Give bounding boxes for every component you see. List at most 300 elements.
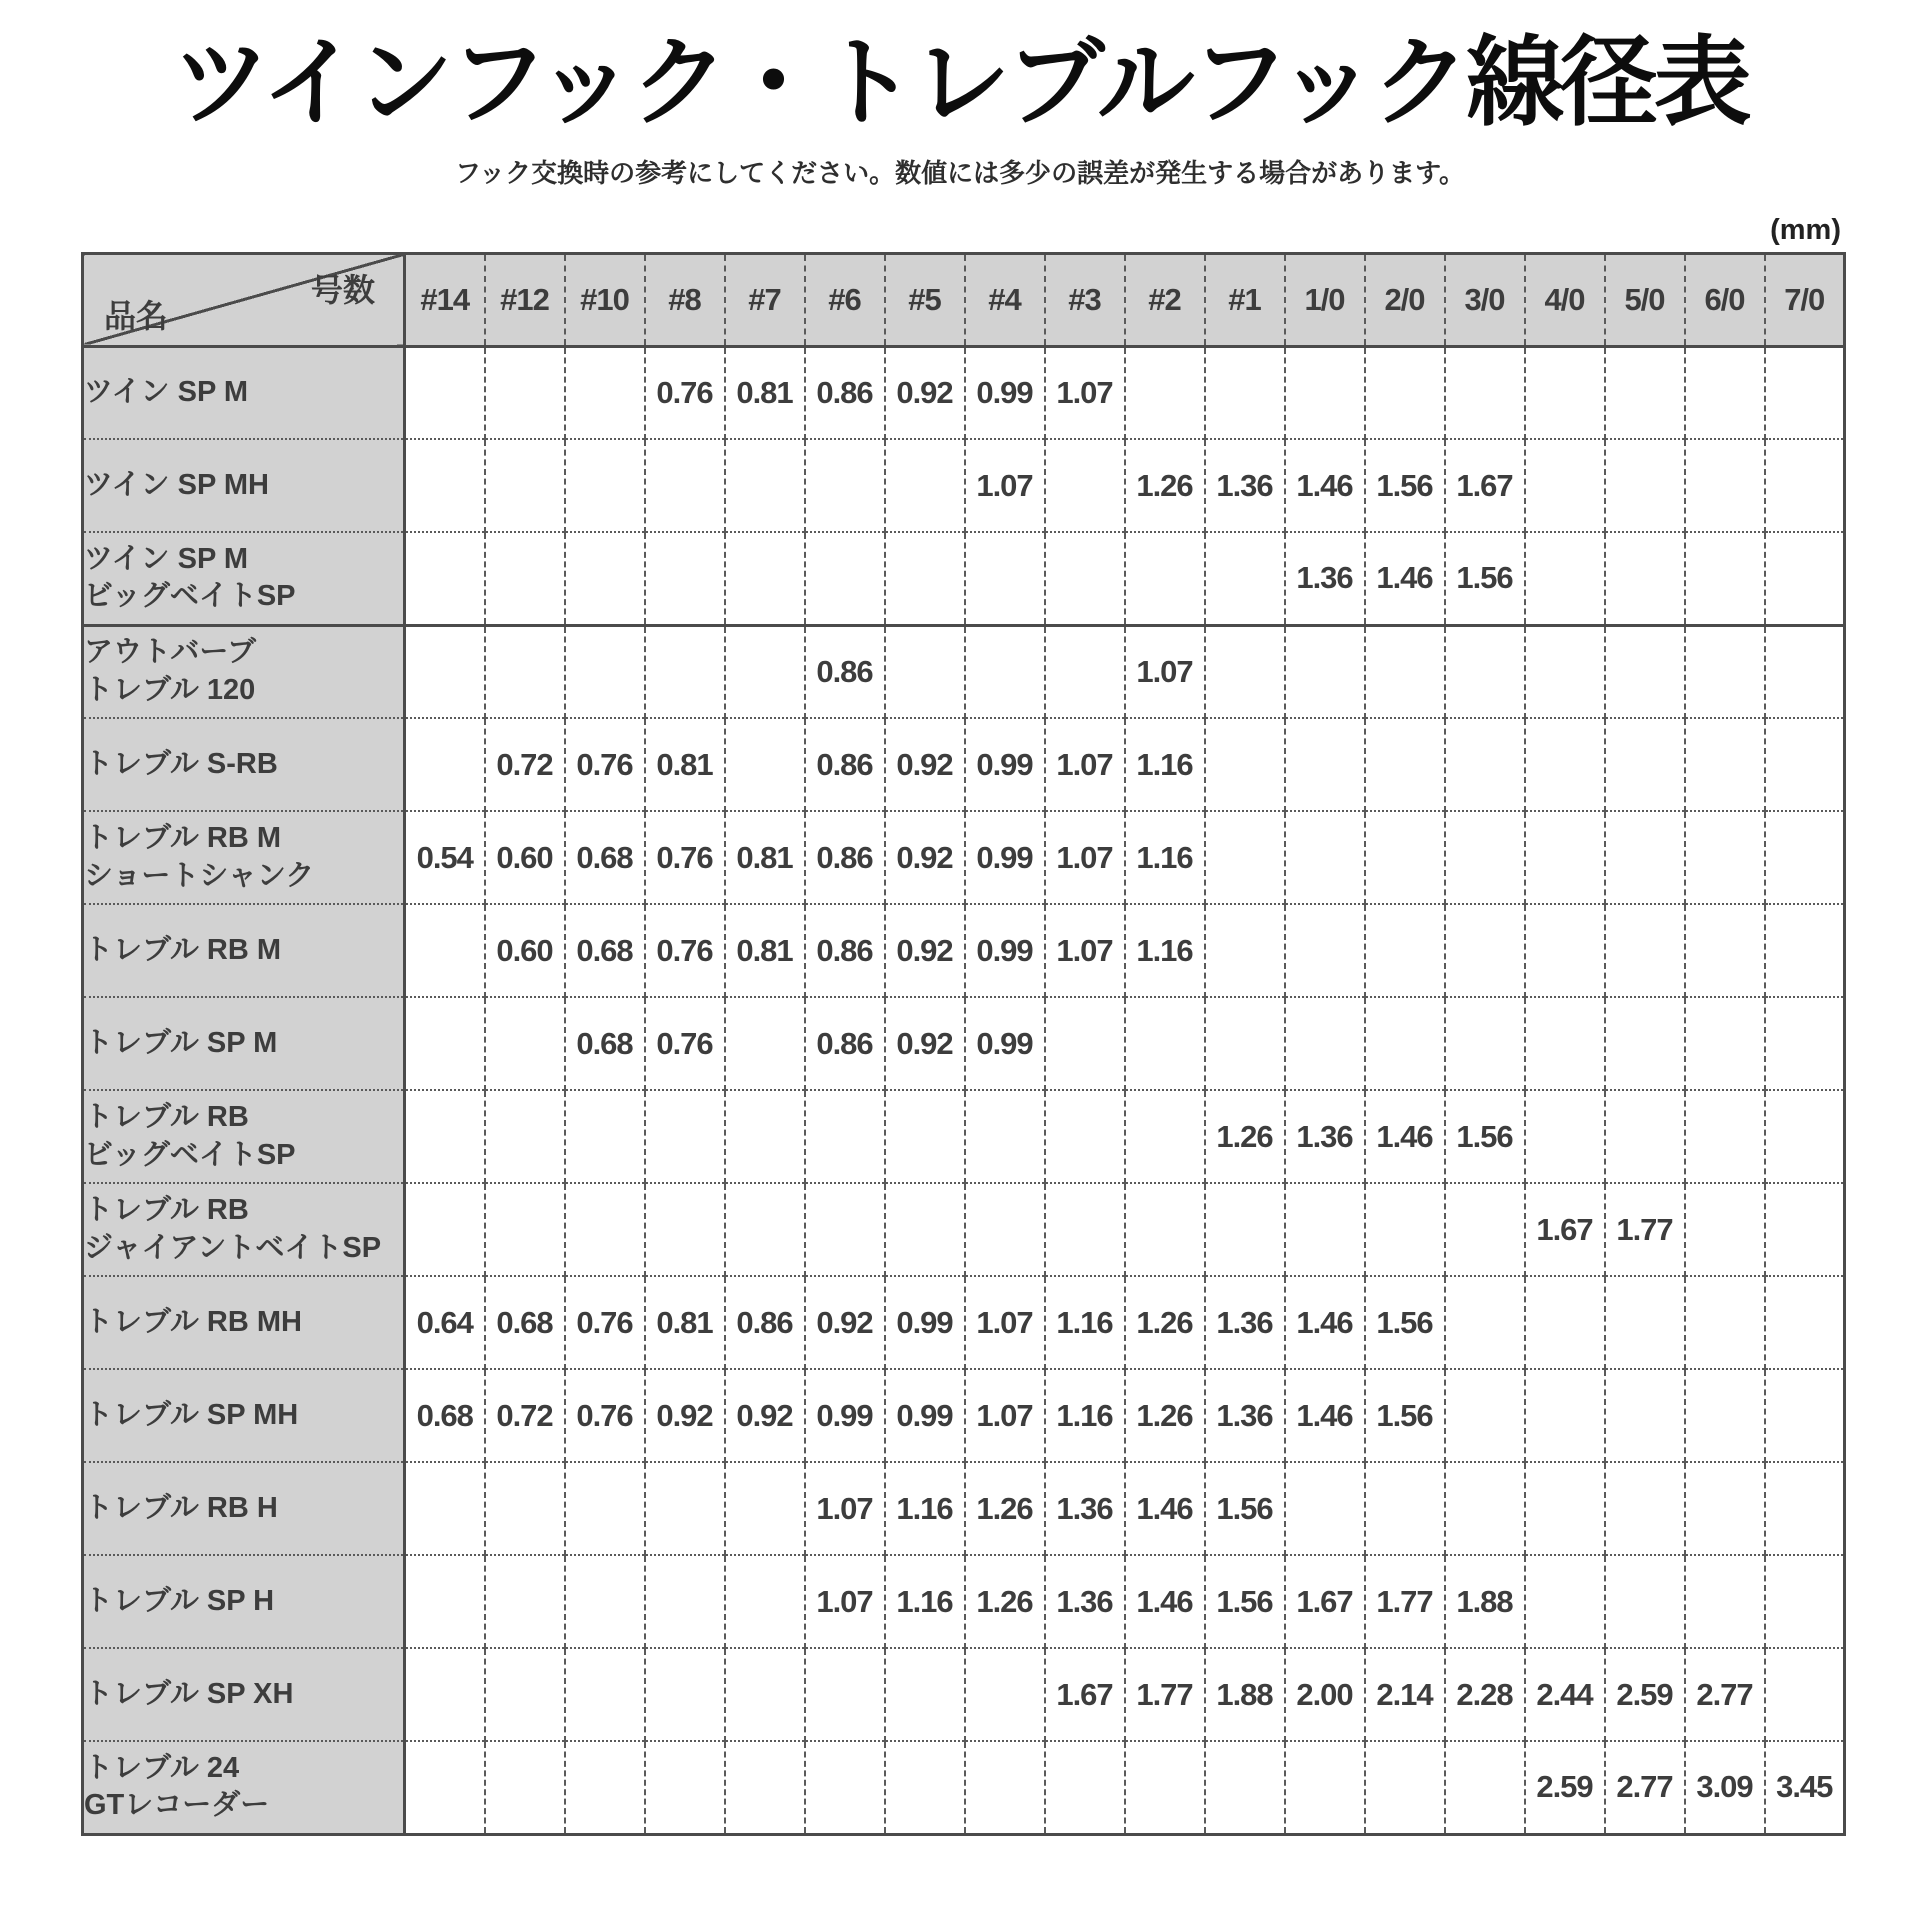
value-cell <box>725 1741 805 1834</box>
value-cell: 0.54 <box>405 811 485 904</box>
value-cell: 1.36 <box>1285 532 1365 625</box>
value-cell <box>405 1462 485 1555</box>
value-cell <box>725 1648 805 1741</box>
value-cell <box>645 439 725 532</box>
value-cell: 1.07 <box>1045 811 1125 904</box>
value-cell <box>1205 1741 1285 1834</box>
value-cell: 2.28 <box>1445 1648 1525 1741</box>
product-name-cell: ツイン SP M ビッグベイトSP <box>83 532 405 625</box>
corner-product-label: 品名 <box>104 297 169 334</box>
value-cell: 0.92 <box>805 1276 885 1369</box>
value-cell: 2.59 <box>1605 1648 1685 1741</box>
value-cell: 0.99 <box>965 904 1045 997</box>
value-cell: 1.56 <box>1365 1276 1445 1369</box>
table-row <box>83 1276 1845 1369</box>
value-cell <box>485 1555 565 1648</box>
value-cell <box>1285 346 1365 439</box>
value-cell <box>1605 811 1685 904</box>
value-cell <box>1125 997 1205 1090</box>
value-cell <box>565 532 645 625</box>
value-cell <box>1445 997 1525 1090</box>
value-cell: 1.07 <box>1045 718 1125 811</box>
value-cell: 1.36 <box>1285 1090 1365 1183</box>
value-cell <box>1685 1555 1765 1648</box>
value-cell: 0.86 <box>725 1276 805 1369</box>
value-cell: 0.99 <box>885 1369 965 1462</box>
value-cell: 0.99 <box>965 997 1045 1090</box>
value-cell: 1.67 <box>1285 1555 1365 1648</box>
value-cell <box>1765 532 1845 625</box>
product-name-cell: ツイン SP M <box>83 346 405 439</box>
table-row <box>83 1648 1845 1741</box>
product-name-cell: トレブル S-RB <box>83 718 405 811</box>
value-cell <box>1525 997 1605 1090</box>
value-cell <box>1605 997 1685 1090</box>
value-cell <box>965 625 1045 718</box>
product-name-cell: トレブル RB M ショートシャンク <box>83 811 405 904</box>
value-cell: 0.72 <box>485 1369 565 1462</box>
table-row <box>83 904 1845 997</box>
header-row <box>83 253 1845 346</box>
value-cell <box>1605 1276 1685 1369</box>
value-cell <box>1205 997 1285 1090</box>
value-cell <box>885 1090 965 1183</box>
col-header-#14: #14 <box>405 253 485 346</box>
value-cell <box>1605 1555 1685 1648</box>
value-cell <box>805 1090 885 1183</box>
value-cell <box>1685 1090 1765 1183</box>
value-cell: 1.26 <box>965 1555 1045 1648</box>
value-cell: 1.16 <box>1125 811 1205 904</box>
value-cell <box>1285 1741 1365 1834</box>
value-cell <box>1285 1183 1365 1276</box>
col-header-4/0: 4/0 <box>1525 253 1605 346</box>
value-cell: 1.07 <box>965 1276 1045 1369</box>
value-cell: 1.36 <box>1205 439 1285 532</box>
table-row <box>83 1369 1845 1462</box>
value-cell <box>725 997 805 1090</box>
value-cell <box>1365 1462 1445 1555</box>
value-cell: 0.68 <box>405 1369 485 1462</box>
value-cell: 1.46 <box>1285 1369 1365 1462</box>
col-header-#12: #12 <box>485 253 565 346</box>
value-cell <box>805 439 885 532</box>
value-cell: 1.16 <box>1045 1276 1125 1369</box>
value-cell <box>1365 997 1445 1090</box>
col-header-#7: #7 <box>725 253 805 346</box>
value-cell <box>1445 346 1525 439</box>
value-cell: 1.36 <box>1045 1555 1125 1648</box>
product-name-cell: トレブル RB M <box>83 904 405 997</box>
value-cell <box>885 439 965 532</box>
value-cell: 0.99 <box>805 1369 885 1462</box>
table-row <box>83 718 1845 811</box>
value-cell: 1.26 <box>1125 1276 1205 1369</box>
value-cell <box>805 1183 885 1276</box>
value-cell <box>1765 1090 1845 1183</box>
value-cell <box>1365 718 1445 811</box>
value-cell: 0.76 <box>645 811 725 904</box>
col-header-#4: #4 <box>965 253 1045 346</box>
value-cell <box>1605 346 1685 439</box>
value-cell <box>725 1090 805 1183</box>
value-cell: 0.92 <box>885 904 965 997</box>
value-cell <box>485 1090 565 1183</box>
value-cell <box>965 1741 1045 1834</box>
value-cell <box>565 1183 645 1276</box>
value-cell: 0.76 <box>565 1369 645 1462</box>
value-cell: 2.44 <box>1525 1648 1605 1741</box>
table-row <box>83 1183 1845 1276</box>
value-cell: 0.86 <box>805 811 885 904</box>
col-header-#3: #3 <box>1045 253 1125 346</box>
table-row <box>83 1090 1845 1183</box>
value-cell: 1.77 <box>1365 1555 1445 1648</box>
product-name-cell: トレブル SP XH <box>83 1648 405 1741</box>
value-cell <box>405 1090 485 1183</box>
value-cell <box>1685 904 1765 997</box>
col-header-3/0: 3/0 <box>1445 253 1525 346</box>
value-cell: 1.26 <box>1125 1369 1205 1462</box>
value-cell <box>1205 346 1285 439</box>
value-cell <box>1525 1555 1605 1648</box>
value-cell <box>885 1183 965 1276</box>
value-cell: 1.16 <box>1125 718 1205 811</box>
value-cell: 1.36 <box>1045 1462 1125 1555</box>
value-cell <box>965 1090 1045 1183</box>
value-cell <box>1205 718 1285 811</box>
table-row <box>83 811 1845 904</box>
value-cell <box>1045 1183 1125 1276</box>
value-cell <box>405 997 485 1090</box>
value-cell <box>405 718 485 811</box>
value-cell <box>1525 1276 1605 1369</box>
value-cell <box>405 1741 485 1834</box>
value-cell: 1.07 <box>805 1462 885 1555</box>
value-cell <box>645 1183 725 1276</box>
value-cell <box>1525 904 1605 997</box>
value-cell: 2.59 <box>1525 1741 1605 1834</box>
value-cell: 1.36 <box>1205 1276 1285 1369</box>
value-cell: 0.86 <box>805 718 885 811</box>
table-row <box>83 346 1845 439</box>
value-cell <box>1685 811 1765 904</box>
value-cell <box>485 346 565 439</box>
value-cell <box>1765 811 1845 904</box>
value-cell <box>1685 1462 1765 1555</box>
table-row <box>83 532 1845 625</box>
value-cell <box>1525 532 1605 625</box>
value-cell: 1.88 <box>1205 1648 1285 1741</box>
value-cell <box>1605 904 1685 997</box>
value-cell: 0.68 <box>485 1276 565 1369</box>
value-cell <box>1765 718 1845 811</box>
value-cell <box>1765 1648 1845 1741</box>
value-cell <box>1605 1462 1685 1555</box>
value-cell: 0.76 <box>565 1276 645 1369</box>
value-cell <box>725 1183 805 1276</box>
value-cell <box>1285 1462 1365 1555</box>
value-cell <box>565 625 645 718</box>
product-name-cell: トレブル RB ジャイアントベイトSP <box>83 1183 405 1276</box>
value-cell <box>1205 625 1285 718</box>
value-cell <box>1285 904 1365 997</box>
value-cell <box>725 1555 805 1648</box>
value-cell <box>1445 1462 1525 1555</box>
page-title: ツインフック・トレブルフック線径表 <box>172 27 1748 137</box>
value-cell <box>565 439 645 532</box>
value-cell <box>1285 997 1365 1090</box>
value-cell: 2.77 <box>1685 1648 1765 1741</box>
value-cell: 0.81 <box>645 1276 725 1369</box>
value-cell <box>1605 532 1685 625</box>
value-cell: 1.07 <box>965 439 1045 532</box>
value-cell <box>1765 904 1845 997</box>
value-cell: 3.45 <box>1765 1741 1845 1834</box>
value-cell: 2.00 <box>1285 1648 1365 1741</box>
value-cell <box>1045 1090 1125 1183</box>
value-cell: 0.86 <box>805 997 885 1090</box>
value-cell <box>485 1183 565 1276</box>
corner-cell <box>83 253 405 346</box>
table-row <box>83 1741 1845 1834</box>
wire-diameter-table <box>81 252 1846 1836</box>
value-cell <box>1445 811 1525 904</box>
value-cell: 0.60 <box>485 904 565 997</box>
value-cell <box>1605 1090 1685 1183</box>
value-cell: 1.07 <box>1125 625 1205 718</box>
value-cell <box>405 625 485 718</box>
unit-label: (mm) <box>1770 213 1841 246</box>
corner-size-label: 号数 <box>310 271 375 308</box>
value-cell <box>885 625 965 718</box>
value-cell: 0.81 <box>725 904 805 997</box>
value-cell: 2.14 <box>1365 1648 1445 1741</box>
value-cell: 1.07 <box>1045 904 1125 997</box>
value-cell <box>1765 997 1845 1090</box>
value-cell: 1.07 <box>1045 346 1125 439</box>
value-cell <box>1685 1369 1765 1462</box>
value-cell <box>1605 625 1685 718</box>
value-cell <box>1685 997 1765 1090</box>
value-cell: 1.56 <box>1365 439 1445 532</box>
product-name-cell: トレブル SP MH <box>83 1369 405 1462</box>
value-cell: 3.09 <box>1685 1741 1765 1834</box>
value-cell: 0.68 <box>565 904 645 997</box>
value-cell <box>1205 532 1285 625</box>
value-cell <box>565 346 645 439</box>
value-cell <box>485 439 565 532</box>
value-cell <box>565 1741 645 1834</box>
value-cell <box>1605 439 1685 532</box>
value-cell <box>1365 1741 1445 1834</box>
value-cell: 0.81 <box>645 718 725 811</box>
col-header-#5: #5 <box>885 253 965 346</box>
product-name-cell: トレブル RB MH <box>83 1276 405 1369</box>
value-cell <box>1525 718 1605 811</box>
value-cell <box>1765 439 1845 532</box>
value-cell <box>565 1648 645 1741</box>
col-header-7/0: 7/0 <box>1765 253 1845 346</box>
table-row <box>83 1555 1845 1648</box>
value-cell <box>1525 439 1605 532</box>
value-cell: 1.07 <box>965 1369 1045 1462</box>
value-cell <box>725 532 805 625</box>
value-cell: 1.46 <box>1125 1555 1205 1648</box>
product-name-cell: トレブル SP H <box>83 1555 405 1648</box>
value-cell <box>965 1183 1045 1276</box>
value-cell <box>1525 1462 1605 1555</box>
value-cell: 1.46 <box>1365 532 1445 625</box>
value-cell: 0.86 <box>805 625 885 718</box>
value-cell: 0.76 <box>645 997 725 1090</box>
value-cell: 1.46 <box>1365 1090 1445 1183</box>
value-cell <box>1525 1090 1605 1183</box>
value-cell: 1.46 <box>1285 1276 1365 1369</box>
value-cell <box>645 1741 725 1834</box>
value-cell <box>405 532 485 625</box>
value-cell <box>1045 532 1125 625</box>
value-cell: 0.68 <box>565 811 645 904</box>
value-cell: 0.92 <box>645 1369 725 1462</box>
value-cell <box>645 1555 725 1648</box>
value-cell <box>645 625 725 718</box>
value-cell <box>1445 1369 1525 1462</box>
value-cell <box>405 346 485 439</box>
value-cell: 1.56 <box>1445 1090 1525 1183</box>
value-cell <box>1125 1090 1205 1183</box>
product-name-cell: アウトバーブ トレブル 120 <box>83 625 405 718</box>
value-cell <box>1445 1276 1525 1369</box>
value-cell <box>965 532 1045 625</box>
value-cell <box>1205 904 1285 997</box>
value-cell: 0.68 <box>565 997 645 1090</box>
value-cell: 1.36 <box>1205 1369 1285 1462</box>
col-header-#10: #10 <box>565 253 645 346</box>
col-header-5/0: 5/0 <box>1605 253 1685 346</box>
value-cell <box>1045 997 1125 1090</box>
value-cell <box>1365 811 1445 904</box>
product-name-cell: トレブル RB H <box>83 1462 405 1555</box>
value-cell <box>485 1648 565 1741</box>
value-cell: 1.56 <box>1365 1369 1445 1462</box>
value-cell: 0.86 <box>805 904 885 997</box>
value-cell <box>1525 625 1605 718</box>
value-cell <box>1685 1276 1765 1369</box>
value-cell: 0.72 <box>485 718 565 811</box>
value-cell <box>725 1462 805 1555</box>
value-cell: 1.07 <box>805 1555 885 1648</box>
value-cell <box>1685 532 1765 625</box>
value-cell <box>1445 718 1525 811</box>
value-cell: 1.46 <box>1285 439 1365 532</box>
value-cell <box>1285 811 1365 904</box>
value-cell: 1.88 <box>1445 1555 1525 1648</box>
value-cell <box>1285 625 1365 718</box>
value-cell <box>645 1462 725 1555</box>
value-cell: 1.77 <box>1605 1183 1685 1276</box>
value-cell <box>805 532 885 625</box>
value-cell <box>1125 346 1205 439</box>
value-cell <box>1765 625 1845 718</box>
page-subtitle: フック交換時の参考にしてください。数値には多少の誤差が発生する場合があります。 <box>454 157 1466 188</box>
value-cell: 0.99 <box>965 718 1045 811</box>
value-cell: 1.16 <box>885 1462 965 1555</box>
table-row <box>83 997 1845 1090</box>
value-cell <box>965 1648 1045 1741</box>
value-cell <box>645 1648 725 1741</box>
value-cell <box>1685 718 1765 811</box>
value-cell: 1.16 <box>1045 1369 1125 1462</box>
value-cell <box>565 1462 645 1555</box>
value-cell: 1.26 <box>1205 1090 1285 1183</box>
value-cell <box>1685 439 1765 532</box>
value-cell <box>1045 625 1125 718</box>
value-cell: 1.16 <box>885 1555 965 1648</box>
value-cell <box>485 1462 565 1555</box>
value-cell: 0.76 <box>645 346 725 439</box>
value-cell: 0.76 <box>565 718 645 811</box>
value-cell <box>1045 439 1125 532</box>
value-cell: 1.67 <box>1445 439 1525 532</box>
col-header-1/0: 1/0 <box>1285 253 1365 346</box>
value-cell: 0.92 <box>885 718 965 811</box>
value-cell <box>885 532 965 625</box>
value-cell: 0.60 <box>485 811 565 904</box>
value-cell: 0.92 <box>885 811 965 904</box>
value-cell <box>1525 346 1605 439</box>
col-header-#8: #8 <box>645 253 725 346</box>
value-cell <box>1125 1741 1205 1834</box>
value-cell <box>1765 1555 1845 1648</box>
value-cell <box>405 1555 485 1648</box>
value-cell: 0.86 <box>805 346 885 439</box>
value-cell <box>1445 1741 1525 1834</box>
value-cell: 0.76 <box>645 904 725 997</box>
value-cell <box>1045 1741 1125 1834</box>
value-cell <box>725 718 805 811</box>
value-cell: 1.67 <box>1525 1183 1605 1276</box>
value-cell <box>565 1090 645 1183</box>
value-cell <box>645 1090 725 1183</box>
product-name-cell: ツイン SP MH <box>83 439 405 532</box>
col-header-6/0: 6/0 <box>1685 253 1765 346</box>
col-header-#6: #6 <box>805 253 885 346</box>
table-row <box>83 625 1845 718</box>
table-header <box>83 253 1845 346</box>
value-cell: 2.77 <box>1605 1741 1685 1834</box>
value-cell <box>1685 625 1765 718</box>
value-cell <box>1125 1183 1205 1276</box>
value-cell <box>1365 346 1445 439</box>
value-cell: 0.99 <box>965 346 1045 439</box>
product-name-cell: トレブル SP M <box>83 997 405 1090</box>
value-cell <box>1685 1183 1765 1276</box>
product-name-cell: トレブル 24 GTレコーダー <box>83 1741 405 1834</box>
value-cell: 0.64 <box>405 1276 485 1369</box>
col-header-#2: #2 <box>1125 253 1205 346</box>
value-cell: 0.99 <box>885 1276 965 1369</box>
value-cell <box>405 904 485 997</box>
value-cell: 1.67 <box>1045 1648 1125 1741</box>
value-cell <box>1125 532 1205 625</box>
value-cell <box>1605 1369 1685 1462</box>
value-cell: 0.92 <box>885 997 965 1090</box>
table-area <box>81 214 1843 1836</box>
value-cell <box>485 625 565 718</box>
value-cell: 0.81 <box>725 346 805 439</box>
value-cell <box>1205 811 1285 904</box>
